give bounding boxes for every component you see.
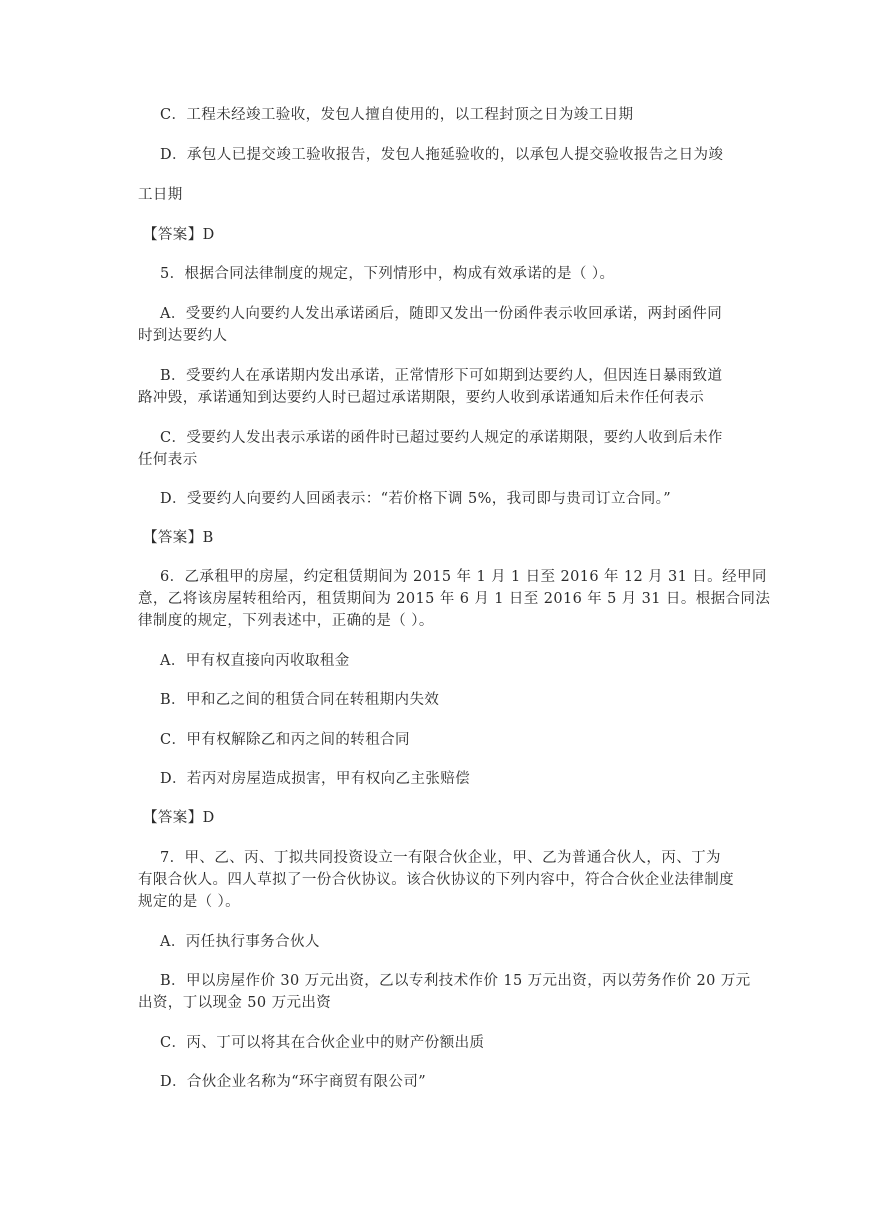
option-d-q7: D．合伙企业名称为“环宇商贸有限公司” xyxy=(160,1074,427,1090)
question-7-continued-2: 规定的是（ ）。 xyxy=(138,894,241,910)
answer-q5: 【答案】B xyxy=(143,530,214,546)
option-c-q6: C．甲有权解除乙和丙之间的转租合同 xyxy=(160,732,410,748)
option-a-q7: A．丙任执行事务合伙人 xyxy=(160,934,320,950)
question-6-continued-1: 意，乙将该房屋转租给丙，租赁期间为 2015 年 6 月 1 日至 2016 年 5 月 31 日。根据合同法 xyxy=(138,591,771,607)
question-6: 6．乙承租甲的房屋，约定租赁期间为 2015 年 1 月 1 日至 2016 年 12 月 31 日。经甲同 xyxy=(160,569,767,585)
option-a-q5-continued: 时到达要约人 xyxy=(138,328,228,344)
option-b-q7: B．甲以房屋作价 30 万元出资，乙以专利技术作价 15 万元出资，丙以劳务作价 20 万元 xyxy=(160,973,751,989)
answer-q4: 【答案】D xyxy=(143,227,215,243)
question-5: 5．根据合同法律制度的规定，下列情形中，构成有效承诺的是（ ）。 xyxy=(160,266,615,282)
option-b-q7-continued: 出资，丁以现金 50 万元出资 xyxy=(138,995,332,1011)
question-7-continued-1: 有限合伙人。四人草拟了一份合伙协议。该合伙协议的下列内容中，符合合伙企业法律制度 xyxy=(138,872,734,888)
option-b-q5: B．受要约人在承诺期内发出承诺，正常情形下可如期到达要约人，但因连日暴雨致道 xyxy=(160,368,723,384)
option-a-q5: A．受要约人向要约人发出承诺函后，随即又发出一份函件表示收回承诺，两封函件同 xyxy=(160,306,723,322)
option-d-q6: D．若丙对房屋造成损害，甲有权向乙主张赔偿 xyxy=(160,771,471,787)
option-a-q6: A．甲有权直接向丙收取租金 xyxy=(160,653,350,669)
option-d-q4: D．承包人已提交竣工验收报告，发包人拖延验收的，以承包人提交验收报告之日为竣 xyxy=(160,147,724,163)
question-7: 7．甲、乙、丙、丁拟共同投资设立一有限合伙企业，甲、乙为普通合伙人，丙、丁为 xyxy=(160,850,721,866)
answer-q6: 【答案】D xyxy=(143,810,215,826)
option-c-q5-continued: 任何表示 xyxy=(138,452,198,468)
option-b-q6: B．甲和乙之间的租赁合同在转租期内失效 xyxy=(160,692,440,708)
question-6-continued-2: 律制度的规定，下列表述中，正确的是（ ）。 xyxy=(138,613,434,629)
option-c-q4: C．工程未经竣工验收，发包人擅自使用的，以工程封顶之日为竣工日期 xyxy=(160,107,634,123)
option-b-q5-continued: 路冲毁，承诺通知到达要约人时已超过承诺期限，要约人收到承诺通知后未作任何表示 xyxy=(138,390,705,406)
option-d-q4-continued: 工日期 xyxy=(138,187,183,203)
option-c-q5: C．受要约人发出表示承诺的函件时已超过要约人规定的承诺期限，要约人收到后未作 xyxy=(160,430,723,446)
option-d-q5: D．受要约人向要约人回函表示：“若价格下调 5%，我司即与贵司订立合同。” xyxy=(160,491,672,507)
option-c-q7: C．丙、丁可以将其在合伙企业中的财产份额出质 xyxy=(160,1035,485,1051)
